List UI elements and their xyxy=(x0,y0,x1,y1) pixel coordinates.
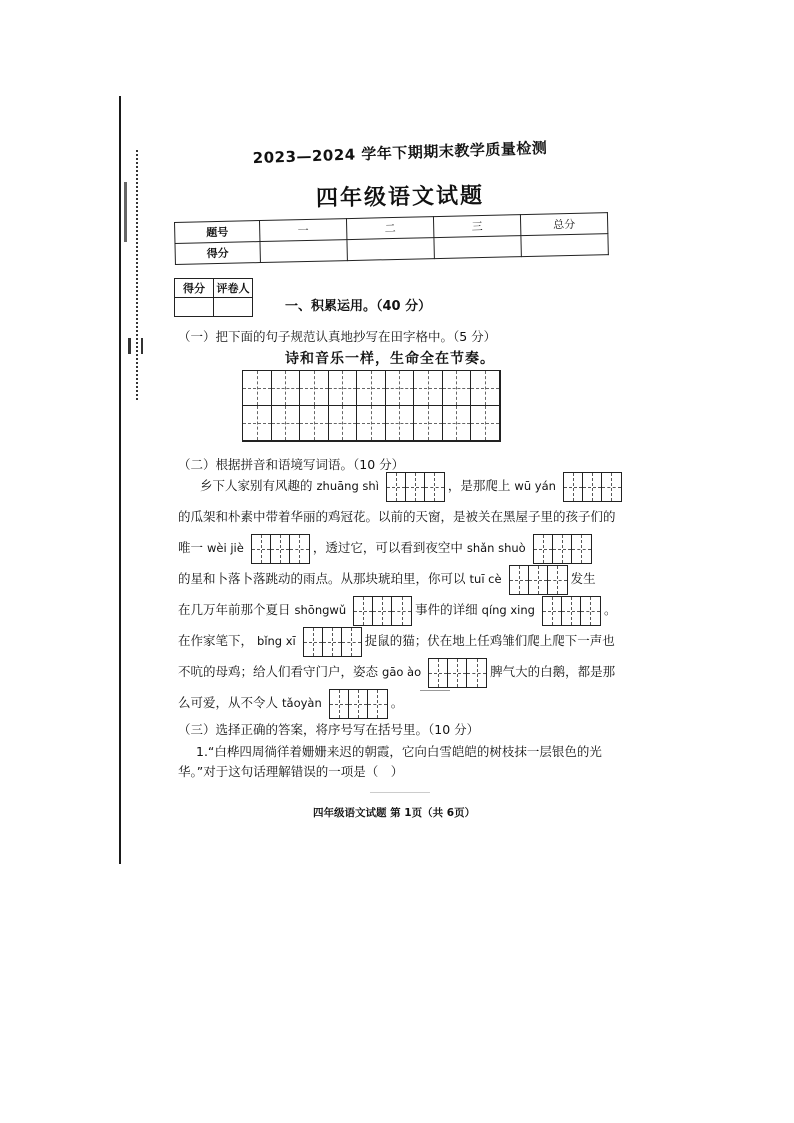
tianzi-cell[interactable] xyxy=(414,371,443,406)
pinyin: qíng xing xyxy=(481,603,535,617)
tianzi-cell[interactable] xyxy=(300,406,329,441)
tianzi-cell[interactable] xyxy=(243,406,272,441)
passage-text: 事件的详细 xyxy=(415,602,478,617)
tianzi-cell[interactable] xyxy=(357,371,386,406)
tianzi-cell[interactable] xyxy=(414,406,443,441)
passage-line-7 xyxy=(178,656,615,688)
tianzi-grid[interactable] xyxy=(242,370,501,442)
tianzi-cell[interactable] xyxy=(443,371,472,406)
score-table-col-total: 总分 xyxy=(520,213,607,236)
passage-text: 唯一 xyxy=(178,540,204,555)
exam-title: 四年级语文试题 xyxy=(315,183,485,212)
score-table-col-2: 二 xyxy=(346,217,433,240)
passage-text: 捉鼠的猫；伏在地上任鸡雏们爬上爬下一声也 xyxy=(364,633,615,648)
passage-text: 。 xyxy=(603,602,617,617)
copy-sentence: 诗和音乐一样，生命全在节奏。 xyxy=(285,351,495,367)
faint-rule xyxy=(370,792,430,793)
faint-rule xyxy=(420,690,450,691)
score-table xyxy=(174,212,609,265)
score-table-col-3: 三 xyxy=(433,215,520,238)
binding-dotted-line xyxy=(136,150,138,400)
score-cell-total[interactable] xyxy=(521,234,608,257)
grader-name-label: 评卷人 xyxy=(214,279,253,298)
score-cell-1[interactable] xyxy=(260,240,347,263)
answer-box[interactable] xyxy=(533,534,592,564)
binding-mark xyxy=(128,338,143,354)
passage-text: 脾气大的白鹅，都是那 xyxy=(490,664,616,679)
passage-line-1 xyxy=(200,470,625,502)
passage-text: 乡下人家别有风趣的 xyxy=(200,478,313,493)
scan-artifact xyxy=(124,182,127,242)
tianzi-cell[interactable] xyxy=(443,406,472,441)
tianzi-cell[interactable] xyxy=(272,371,301,406)
exam-header: 2023—2024 学年下期期末教学质量检测 xyxy=(252,138,548,168)
pinyin: tǎoyàn xyxy=(282,696,322,710)
pinyin: shǎn shuò xyxy=(466,541,526,555)
pinyin: tuī cè xyxy=(469,572,502,586)
tianzi-cell[interactable] xyxy=(272,406,301,441)
grader-score-cell[interactable] xyxy=(175,298,214,317)
passage-text: 发生 xyxy=(570,571,596,586)
answer-box[interactable] xyxy=(509,565,568,595)
answer-box[interactable] xyxy=(353,596,412,626)
grader-score-label: 得分 xyxy=(175,279,214,298)
answer-box[interactable] xyxy=(329,689,388,719)
passage-text: 的星和卜落卜落跳动的雨点。从那块琥珀里，你可以 xyxy=(178,571,466,586)
pinyin: shōngwǔ xyxy=(294,603,347,617)
passage-text: 不吭的母鸡；给人们看守门户，姿态 xyxy=(178,664,379,679)
grader-table xyxy=(174,278,253,317)
passage-line-3 xyxy=(178,532,595,564)
answer-box[interactable] xyxy=(303,627,362,657)
tianzi-cell[interactable] xyxy=(329,371,358,406)
score-cell-3[interactable] xyxy=(434,236,521,259)
pinyin: bǐng xī xyxy=(257,634,296,648)
tianzi-cell[interactable] xyxy=(243,371,272,406)
score-table-row1-label: 题号 xyxy=(175,221,260,244)
passage-text: 么可爱，从不令人 xyxy=(178,695,279,710)
score-table-col-1: 一 xyxy=(259,219,346,242)
passage-text: ，透过它，可以看到夜空中 xyxy=(312,540,463,555)
part2-instruction: （二）根据拼音和语境写词语。（10 分） xyxy=(178,457,405,472)
tianzi-cell[interactable] xyxy=(386,406,415,441)
page-footer: 四年级语文试题 第 1页（共 6页） xyxy=(313,807,476,819)
binding-line xyxy=(119,96,121,864)
answer-box[interactable] xyxy=(428,658,487,688)
passage-line-5 xyxy=(178,594,616,626)
pinyin: wèi jiè xyxy=(207,541,244,555)
passage-line-2 xyxy=(178,501,616,533)
answer-box[interactable] xyxy=(542,596,601,626)
score-cell-2[interactable] xyxy=(347,238,434,261)
tianzi-cell[interactable] xyxy=(386,371,415,406)
answer-box[interactable] xyxy=(563,472,622,502)
pinyin: wū yán xyxy=(514,479,556,493)
passage-line-6 xyxy=(178,625,615,657)
pinyin: gāo ào xyxy=(382,665,422,679)
passage-text: 在几万年前那个夏日 xyxy=(178,602,291,617)
passage-line-4 xyxy=(178,563,596,595)
question-1-line-1: 1.“白桦四周徜徉着姗姗来迟的朝霞，它向白雪皑皑的树枝抹一层银色的光 xyxy=(196,744,602,759)
part3-instruction: （三）选择正确的答案，将序号写在括号里。（10 分） xyxy=(178,722,480,737)
passage-text: 。 xyxy=(390,695,404,710)
tianzi-cell[interactable] xyxy=(329,406,358,441)
passage-text: 在作家笔下， xyxy=(178,633,254,648)
answer-box[interactable] xyxy=(251,534,310,564)
grader-name-cell[interactable] xyxy=(214,298,253,317)
passage-text: ，是那爬上 xyxy=(447,478,511,493)
pinyin: zhuāng shì xyxy=(316,479,379,493)
part1-instruction: （一）把下面的句子规范认真地抄写在田字格中。（5 分） xyxy=(178,329,497,344)
section-title: 一、积累运用。（40 分） xyxy=(285,299,432,314)
tianzi-cell[interactable] xyxy=(471,406,500,441)
answer-box[interactable] xyxy=(386,472,445,502)
score-table-row2-label: 得分 xyxy=(175,242,260,265)
tianzi-cell[interactable] xyxy=(357,406,386,441)
passage-text: 的瓜架和朴素中带着华丽的鸡冠花。以前的天窗，是被关在黑屋子里的孩子们的 xyxy=(178,509,616,524)
tianzi-cell[interactable] xyxy=(471,371,500,406)
tianzi-cell[interactable] xyxy=(300,371,329,406)
passage-line-8 xyxy=(178,687,403,719)
question-1-line-2: 华。”对于这句话理解错误的一项是（ ） xyxy=(178,764,404,779)
